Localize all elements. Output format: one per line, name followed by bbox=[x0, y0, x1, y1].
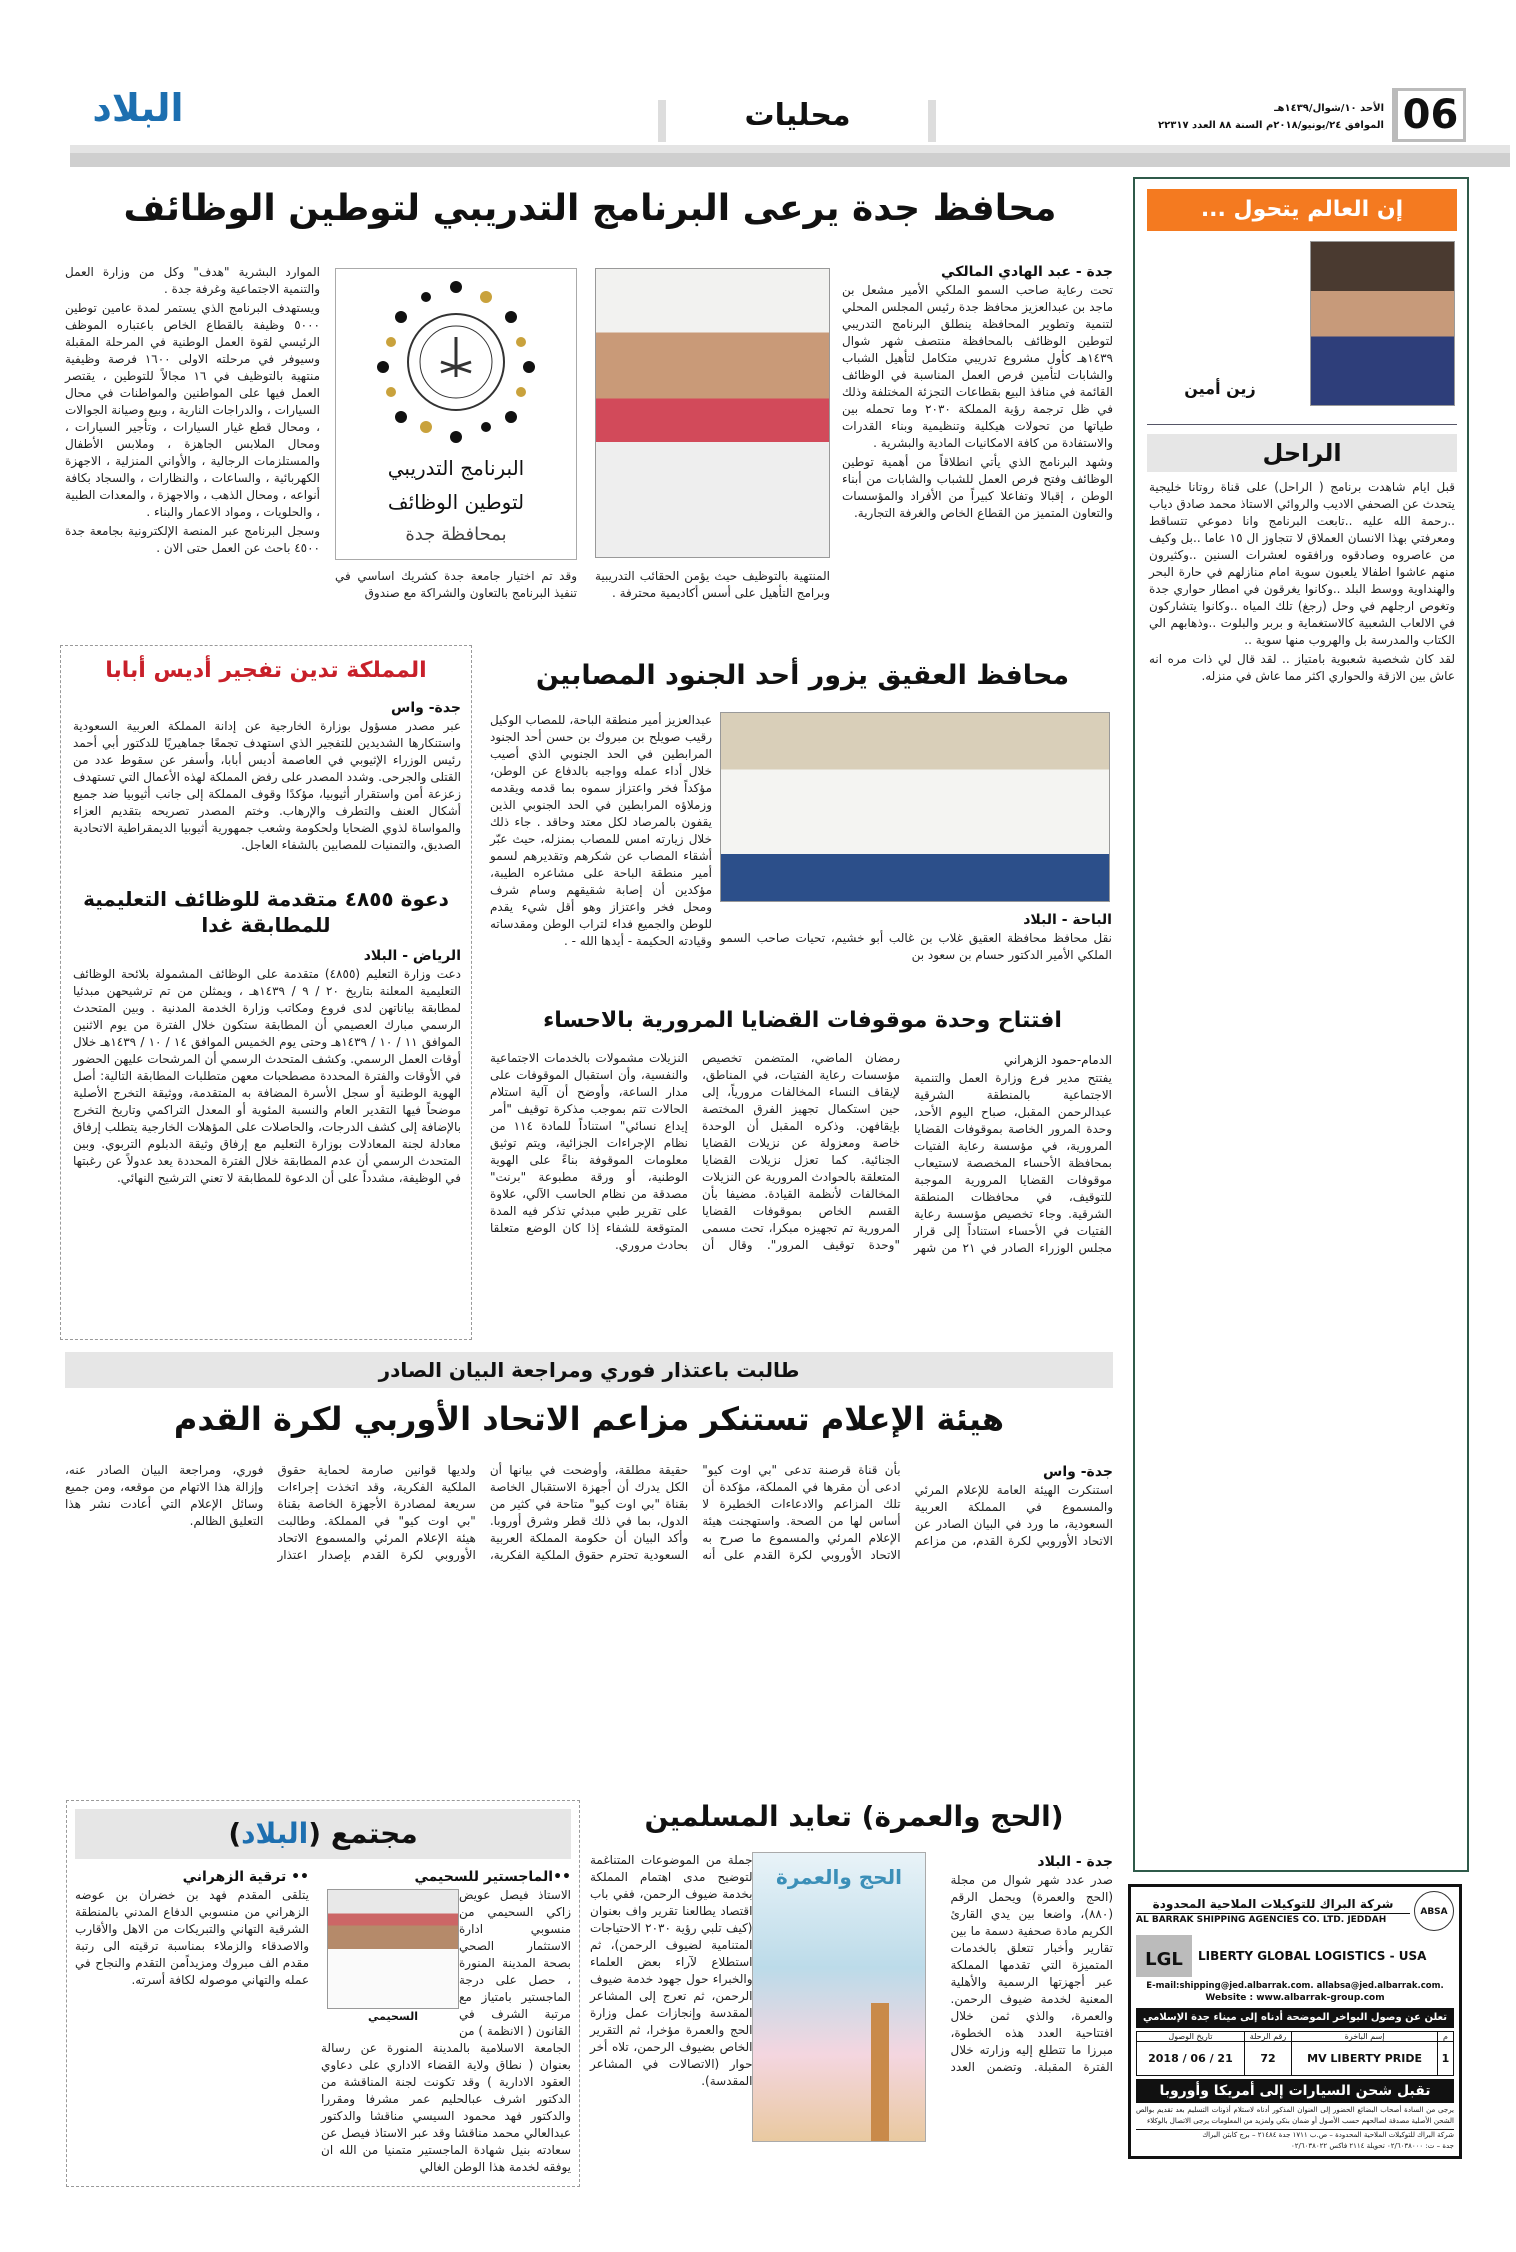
date-gregorian: الموافق ٢٤/يونيو/٢٠١٨م السنة ٨٨ العدد ٢٢٣١٧ bbox=[1158, 120, 1384, 131]
col-vessel: إسم الباخرة bbox=[1292, 2032, 1438, 2042]
visit-photo bbox=[720, 712, 1110, 902]
divider bbox=[928, 100, 936, 142]
article-ahsa-unit bbox=[490, 1050, 1112, 1257]
opinion-body bbox=[1149, 479, 1455, 687]
partner-name: LIBERTY GLOBAL LOGISTICS - USA bbox=[1198, 1949, 1427, 1963]
paragraph: صدر عدد شهر شوال من مجلة (الحج والعمرة) ويحمل الرقم (٨٨٠)، واضعا بين يدي القارئ الكريم مادة صحفية دسمة ما بين تقارير وأخبار تتعلق بالخدمات المتميزة التي تقدمها المملكة عبر أجهزتها الرسمية والأهلية المعنية لخدمة ضيوف الرحمن. والعمرة، والذي ثمن خلال افتتاحية العدد هذه الخطوة، مبرزا ما تتطلع إليه وزارته خلال الفترة المقبلة. وتضمن العدد جملة من الموضوعات المتناغمة لتوضيح مدى اهتمام المملكة بخدمة ضيوف الرحمن، ففي باب اقتصاد يطالعنا تقرير واف بعنوان (كيف تلبي رؤية ٢٠٣٠ الاحتياجات المتنامية لضيوف الرحمن)، ثم استطلاع لآراء بعض العلماء والخبراء حول جهود خدمة ضيوف الرحمن، ثم تعرج إلى المشاعر المقدسة وإنجازات عمل وزارة الحج والعمرة مؤخرا، ثم التقرير الخاص بضيوف الرحمن، تلاه أخر حوار (الاتصالات في المشاعر المقدسة). bbox=[590, 1853, 1113, 2088]
emblem-dots-icon bbox=[371, 277, 541, 447]
ad-address bbox=[1136, 2129, 1454, 2152]
news-box-left bbox=[60, 645, 472, 1340]
company-name-en: AL BARRAK SHIPPING AGENCIES CO. LTD. JEDDAH bbox=[1136, 1913, 1410, 1927]
author-name: زين أمين bbox=[1184, 379, 1256, 398]
paragraph: الموارد البشرية "هدف" وكل من وزارة العمل والتنمية الاجتماعية وغرفة جدة . bbox=[65, 265, 320, 296]
headline-teachers-call: دعوة ٤٨٥٥ متقدمة للوظائف التعليمية للمطابقة غدا bbox=[83, 887, 449, 937]
ad-email: E-mail:shipping@jed.albarrak.com. allabsa@jed.albarrak.com. bbox=[1146, 1981, 1444, 1991]
car-shipping-banner: تقبل شحن السيارات إلى أمريكا وأوروبا bbox=[1136, 2079, 1454, 2103]
article-teachers-call bbox=[73, 946, 461, 1187]
paragraph: عبر مصدر مسؤول بوزارة الخارجية عن إدانة المملكة العربية السعودية واستنكارها الشديدين للتفجير الذي استهدف تجمعًا جماهيريًا للدكتور أبي أحمد رئيس الوزراء الإثيوبي في العاصمة أديس أبابا، وأسفر عن سقوط عدد من القتلى والجرحى. وشدد المصدر على رفض المملكة لهذه الأعمال التي تستهدف زعزعة أمن واستقرار أثيوبيا، مؤكدًا وقوف المملكة إلى جانب أثيوبيا ضد جميع أشكال العنف والتطرف والإرهاب. وختم المصدر تصريحه بتقديم العزاء والمواساة لذوي الضحايا ولحكومة وشعب جمهورية أثيوبيا الديمقراطية الاتحادية الصديق، والتمنيات للمصابين بالشفاء العاجل. bbox=[73, 719, 461, 852]
ad-website: Website : www.albarrak-group.com bbox=[1205, 1993, 1385, 2003]
paragraph: نقل محافظ محافظة العقيق غلاب بن غالب أبو خشيم، تحيات صاحب السمو الملكي الأمير الدكتور حسام بن سعود بن bbox=[720, 931, 1112, 962]
article-jeddah-program bbox=[842, 262, 1113, 524]
kicker-banner: طالبت باعتذار فوري ومراجعة البيان الصادر bbox=[65, 1352, 1113, 1388]
community-columns bbox=[75, 1867, 571, 2176]
headline-jeddah-program: محافظ جدة يرعى البرنامج التدريبي لتوطين الوظائف bbox=[123, 188, 1057, 229]
company-name-ar: شركة البراك للتوكيلات الملاحية المحدودة bbox=[1152, 1897, 1394, 1911]
byline: جدة - عبد الهادي المالكي bbox=[941, 264, 1113, 280]
shipping-ad bbox=[1128, 1884, 1462, 2159]
col-index: م bbox=[1438, 2032, 1454, 2042]
headline-media-authority: هيئة الإعلام تستنكر مزاعم الاتحاد الأوربي لكرة القدم bbox=[173, 1400, 1005, 1438]
byline: الدمام-حمود الزهراني bbox=[1003, 1053, 1112, 1067]
sohaimi-photo-wrap bbox=[327, 1889, 459, 2025]
aqiq-body-right bbox=[720, 910, 1112, 964]
paragraph: استنكرت الهيئة العامة للإعلام المرئي والمسموع في المملكة العربية السعودية، ما ورد في البيان الصادر عن الاتحاد الأوروبي لكرة القدم، من مزاعم بأن قناة قرصنة تدعى "بي اوت كيو" ادعى أن مقرها في المملكة، مؤكدة أن تلك المزاعم والادعاءات الخطيرة لا أساس لها من الصحة. واستهجنت هيئة الإعلام المرئي والمسموع ما صرح به الاتحاد الأوروبي لكرة القدم على أنه حقيقة مطلقة، وأوضحت في بيانها أن الكل يدرك أن أجهزة الاستقبال الخاصة بقناة "بي اوت كيو" متاحة في كثير من الدول، بما في ذلك قطر وشرق أوروبا. وأكد البيان أن حكومة المملكة العربية السعودية تحترم حقوق الملكية الفكرية، ولديها قوانين صارمة لحماية حقوق الملكية الفكرية، وقد اتخذت إجراءات سريعة لمصادرة الأجهزة الخاصة بقناة "بي اوت كيو" في المملكة. وطالبت هيئة الإعلام المرئي والمسموع الاتحاد الأوروبي لكرة القدم بإصدار اعتذار فوري، ومراجعة البيان الصادر عنه، وإزالة هذا الاتهام من موقعه، ومن جميع وسائل الإعلام التي أعادت نشر هذا التعليق الظالم. bbox=[65, 1463, 1113, 1562]
byline: الرياض - البلاد bbox=[363, 948, 461, 964]
paragraph: وشهد البرنامج الذي يأتي انطلاقاً من أهمية توطين الوظائف وفتح فرص العمل للشباب والشابات من أبناء الوطن ، إقبالا وتفاعلا كبيراً من الأفراد والمؤسسات والتعاون المتميز من القطاع الخاص والغرفة التجارية. bbox=[842, 455, 1113, 520]
ad-partner-row bbox=[1136, 1935, 1454, 1977]
community-title: مجتمع (البلاد) bbox=[75, 1809, 571, 1859]
community-box bbox=[66, 1800, 580, 2187]
item-title: ••الماجستير للسحيمي bbox=[414, 1869, 571, 1885]
logo-line: لتوطين الوظائف bbox=[387, 490, 525, 514]
program-logo bbox=[335, 268, 577, 560]
lgl-logo: LGL bbox=[1136, 1935, 1192, 1977]
cell-index: 1 bbox=[1438, 2042, 1454, 2076]
divider bbox=[1147, 424, 1457, 425]
paragraph: دعت وزارة التعليم (٤٨٥٥) متقدمة على الوظائف المشمولة بلائحة الوظائف التعليمية المعلنة بتاريخ ٢٠ / ٩ / ١٤٣٩هـ ، ويمثلن من تم ترشيحهن مبدئيا لمطابقة بياناتهن لدى فروع ومكاتب وزارة الخدمة المدنية . وبين المتحدث الرسمي مبارك العصيمي أن المطابقة ستكون خلال الفترة من يوم الاثنين الموافق ١١ / ١٠ / ١٤٣٩هـ وحتى يوم الخميس الموافق ١٤ / ١٠ / ١٤٣٩هـ خلال أوقات العمل الرسمي. وكشف المتحدث الرسمي أن المرشحات عليهن الحضور في الأوقات والفترة المحددة مصطحبات معهن متطلبات المطابقة التالية: أصل الهوية الوطنية أو سجل الأسرة المضافة به المتقدمة، ووثيقة التخرج الأصلية موضحاً فيها التقدير العام والنسبة المئوية أو المعدل التراكمي وتاريخ التخرج بالإضافة إلى كشف الدرجات، والحاصلات على المؤهلات الخارجية يتطلب إرفاق معادلة لجنة المعادلات بوزارة التعليم مع إرفاق وثيقة الدبلوم التربوي. وبين المتحدث الرسمي أن عدم المطابقة خلال الفترة المحددة يعد عدولاً عن رغبتها في الوظيفة، مشدداً على أن الدعوة للمطابقة لا تعني الترشيح النهائي. bbox=[73, 967, 462, 1185]
community-item-masters bbox=[321, 1867, 571, 2176]
byline: جدة- واس bbox=[391, 700, 461, 716]
byline: جدة - البلاد bbox=[1037, 1854, 1113, 1870]
absa-logo: ABSA bbox=[1414, 1891, 1454, 1931]
paragraph: وسجل البرنامج عبر المنصة الإلكترونية بجامعة جدة ٤٥٠٠ باحث عن العمل حتى الان . bbox=[65, 524, 320, 555]
date-hijri: الأحد ١٠/شوال/١٤٣٩هـ bbox=[1274, 103, 1384, 114]
article-media-authority bbox=[65, 1462, 1113, 1564]
cell-arrival: 21 / 06 / 2018 bbox=[1137, 2042, 1245, 2076]
headline-addis-ababa: المملكة تدين تفجير أديس أبابا bbox=[105, 658, 427, 683]
aqiq-body-left: عبدالعزيز أمير منطقة الباحة، للمصاب الوكيل رقيب صويلح بن مبروك بن حسن أحد الجنود المرابطين في الحد الجنوبي الذي أصيب خلال أداء عمله وواجبه بالدفاع عن الوطن، مؤكداً فخر واعتزاز سموه بما قدمه ويقدمه وزملاؤه المرابطين في الحد الجنوبي الذين يقفون بالمرصاد لكل معتد وحاقد . جاء ذلك خلال زيارته امس للمصاب بمنزله، حيث عبّر أشقاء المصاب عن شكرهم وتقديرهم لسمو أمير منطقة الباحة على مشاعره الطيبة، مؤكدين أن إصابة شقيقهم وسام شرف ومحل فخر واعتزاز وهو أقل شيء يقدم للوطن والجميع فداء لتراب الوطن ومقدساته وقيادته الحكيمة - أيدها الله - . bbox=[490, 713, 712, 948]
phone: جدة – ت: ٠٢/٦٠٣٨٠٠٠ تحويلة ٢١١٤ فاكس ٠٢/٦٠٣٨٠٢٢ bbox=[1291, 2142, 1454, 2150]
opinion-column bbox=[1133, 177, 1469, 1872]
issue-date bbox=[1110, 100, 1384, 134]
article-jeddah-program-cont bbox=[65, 264, 320, 559]
section-title: محليات bbox=[744, 98, 851, 133]
ad-header-row bbox=[1136, 1891, 1454, 1931]
cover-title: الحج والعمرة bbox=[776, 1865, 902, 1889]
caption-under-photo: المنتهية بالتوظيف حيث يؤمن الحقائب التدريبية وبرامج التأهيل على أسس أكاديمية محترفة . bbox=[595, 569, 830, 600]
byline: الباحة - البلاد bbox=[1023, 912, 1112, 928]
paragraph: يتلقى المقدم فهد بن خضران بن عوضه الزهراني من منسوبي الدفاع المدني بالمنطقة الشرقية التهاني والتبريكات من الاهل والأقارب والاصدقاء والزملاء بمناسبة ترقيته الى رتبة مقدم الف مبروك ومزيداًمن التقدم والنجاح في عمله والتهاني موصوله لكافة أسرته. bbox=[75, 1888, 309, 1987]
header-bar bbox=[70, 145, 1510, 153]
col-voyage: رقم الرحلة bbox=[1244, 2032, 1291, 2042]
headline-ahsa-unit: افتتاح وحدة موقوفات القضايا المرورية بالاحساء bbox=[543, 1008, 1062, 1033]
vessel-table bbox=[1136, 2031, 1454, 2076]
headline-aqiq-governor: محافظ العقيق يزور أحد الجنود المصابين bbox=[535, 660, 1070, 691]
paragraph: ويستهدف البرنامج الذي يستمر لمدة عامين توطين ٥٠٠٠ وظيفة بالقطاع الخاص باعتباره الموظف الرئيسي لقوة العمل الوطنية في المرحلة المقبلة وسيوفر في مرحلته الاولى ١٦٠٠ فرصة وظيفية منتهية بالتوظيف في ١٦ مجالاً للتوطين ، يقتصر العمل فيها على المواطنين والمواطنات في محال السيارات ، والدراجات النارية ، وبيع وصيانة الجوالات ، ومحال قطع غيار السيارات ، وتأجير السيارات ، ومحال الملابس الجاهزة ، وملابس الأطفال والمستلزمات الرجالية ، والأواني المنزلية ، الاجهزة الكهربائية ، والساعات ، والنظارات ، والسجاد بكافة أنواعه ، ومحال الذهب ، والاجهزة ، والمعدات الطبية ، والحلويات ، ومواد الاعمار والبناء . bbox=[65, 301, 320, 519]
newspaper-logo: البلاد bbox=[92, 86, 184, 130]
ad-company-names bbox=[1136, 1895, 1410, 1927]
col-arrival: تاريخ الوصول bbox=[1137, 2032, 1245, 2042]
address: شركة البراك للتوكيلات الملاحية المحدودة – ص.ب ١٧١١ جدة ٢١٤٨٤ – برج كابتن البراك bbox=[1202, 2131, 1454, 2139]
item-title: •• ترقية الزهراني bbox=[182, 1869, 309, 1885]
logo-line: بمحافظة جدة bbox=[405, 524, 507, 545]
opinion-title: الراحل bbox=[1147, 434, 1457, 472]
paragraph: تحت رعاية صاحب السمو الملكي الأمير مشعل بن ماجد بن عبدالعزيز محافظ جدة رئيس المجلس المحلي لتنمية وتطوير المحافظة ينطلق البرنامج التدريبي لتوطين الوظائف بالمحافظة منتصف شهر شوال ١٤٣٩هـ كأول مشروع تدريبي متكامل لتأهيل الشباب والشابات لتأمين فرص العمل المناسبة في الوظائف القائمة في منافذ البيع بقطاعات التجزئة المختلفة وذلك في ظل ترجمة رؤية المملكة ٢٠٣٠ وما تحمله بين طياتها من تحولات هيكلية وتنظيمية وبناء القدرات والاستفادة من كافة الامكانيات المادية والبشرية . bbox=[842, 283, 1113, 450]
author-photo bbox=[1310, 241, 1455, 406]
article-hajj-magazine bbox=[590, 1852, 1113, 2090]
cell-vessel: MV LIBERTY PRIDE bbox=[1292, 2042, 1438, 2076]
byline: جدة- واس bbox=[1043, 1464, 1113, 1480]
community-title-prefix: مجتمع bbox=[330, 1817, 418, 1850]
paragraph: قبل ايام شاهدت برنامج ( الراحل) على قناة روتانا خليجية يتحدث عن الصحفي الاديب والروائي الاستاذ محمد صادق دياب ..رحمة الله عليه ..تابعت البرنامج وانا دموعي تتساقط ومعرفتي بهذا الانسان العملاق لا تتجاوز ال ١٥ عاما ..بل وكيف من عاصروه وصادقوه ورافقوه لعشرات السنين ..وكثيرون منهم عاشوا اطفالا يلعبون سوية امام منازلهم في حارة البحر والهنداوية ووسط البلد ..وكانوا يغرقون في امطار حواري جدة وتغوص ارجلهم في وحل (رجغ) تلك المياه ..وكانوا يتشاركون في الالعاب الشعبية كالاستغماية و بربر والبلوت ..وذهابهم الي الكتاب والمدرسة بل والهروب منها سوية .. bbox=[1149, 480, 1455, 647]
ad-notice: يرجى من السادة أصحاب البضائع الحضور إلى العنوان المذكور أدناه لاستلام أذونات التسليم بعد تقديم بوالص الشحن الأصلية مصدقة لصالحهم حسب الأصول أو ضمان بنكي ولمزيد من المعلومات يرجى الاتصال بالوكلاء bbox=[1136, 2106, 1454, 2125]
caption-under-logo: وقد تم اختيار جامعة جدة كشريك اساسي في تنفيذ البرنامج بالتعاون والشراكة مع صندوق bbox=[335, 569, 577, 600]
logo-line: البرنامج التدريبي bbox=[387, 456, 525, 480]
community-item-promotion bbox=[75, 1867, 309, 2176]
paragraph: يفتتح مدير فرع وزارة العمل والتنمية الاجتماعية بالمنطقة الشرقية عبدالرحمن المقبل، صباح اليوم الأحد، وحدة المرور الخاصة بموقوفات القضايا المرورية، في مؤسسة رعاية الفتيات بمحافظة الأحساء المخصصة لاستيعاب موقوفات القضايا المرورية الموجبة للتوقيف، في محافظات المنطقة الشرقية. وجاء تخصيص مؤسسة رعاية الفتيات في الأحساء استناداً إلى قرار مجلس الوزراء الصادر في ٢١ من شهر رمضان الماضي، المتضمن تخصيص مؤسسات رعاية الفتيات، في المناطق، لإيقاف النساء المخالفات مرورياً، إلى حين استكمال تجهيز الفرق المختصة بإيقافهن. وذكره المقبل أن الوحدة خاصة ومعزولة عن نزيلات القضايا الجنائية. كما تعزل نزيلات القضايا المتعلقة بالحوادث المرورية عن النزيلات المخالفات لأنظمة القيادة. مضيفا بأن القسم الخاص بموقوفات القضايا المرورية تم تجهيزه مبكرا، تحت مسمى "وحدة توقيف المرور". وقال أن النزيلات مشمولات بالخدمات الاجتماعية والنفسية، وأن استقبال الموقوفات على مدار الساعة، وأوضح أن آلية استلام الحالات تتم بموجب مذكرة توقيف "أمر إيداع نسائي" استناداً للمادة ١١٤ من نظام الإجراءات الجزائية، ويتم توثيق معلومات الموقوفة بناءً على الهوية الوطنية، أو ورقة مطبوعة "برنت" مصدقة من نظام الحاسب الآلي، علاوة على تقرير طبي مبدئي تذكر فيه المدة المتوقعة للشفاء إذا كان الوضع متعلقا بحادث مروري. bbox=[490, 1051, 1113, 1255]
governor-photo bbox=[595, 268, 830, 558]
header-bar-dark bbox=[70, 153, 1510, 167]
page-number: 06 bbox=[1392, 88, 1466, 142]
community-title-logo: البلاد bbox=[241, 1817, 309, 1850]
column-title: إن العالم يتحول ... bbox=[1147, 189, 1457, 231]
table-header-row bbox=[1137, 2032, 1454, 2042]
sohaimi-photo bbox=[327, 1889, 459, 2009]
divider bbox=[658, 100, 666, 142]
paragraph: لقد كان شخصية شعبوية بامتياز .. لقد قال لي ذات مره انه عاش بين الازقة والحواري اكثر مما عاش في منزله. bbox=[1149, 652, 1455, 683]
paragraph: الاستاذ فيصل عويض زاكي السحيمي من منسوبي ادارة الاستثمار الصحي بصحة المدينة المنورة ، حصل على درجة الماجستير بامتياز مع مرتبة الشرف في القانون ( الانظمة ) من الجامعة الاسلامية بالمدينة المنورة عن رسالة بعنوان ( نطاق ولاية القضاء الاداري على دعاوي العقود الادارية ) وقد تكونت لجنة المناقشة من الدكتور اشرف عبالحليم عمر مشرفا ومقررا والدكتور فهد محمود السيسي مناقشا والدكتور عبدالعالي محمد مناقشا وقد عبر الاستاذ فيصل عن سعادته بنيل شهادة الماجستير متمنيا من الله ان يوفقه لخدمة هذا الوطن الغالي bbox=[321, 1888, 571, 2174]
cell-voyage: 72 bbox=[1244, 2042, 1291, 2076]
table-row bbox=[1137, 2042, 1454, 2076]
photo-caption: السحيمي bbox=[367, 2010, 418, 2023]
article-addis-ababa bbox=[73, 698, 461, 854]
arrival-announcement: تعلن عن وصول البواخر الموضحة أدناه إلى ميناء جدة الإسلامي bbox=[1136, 2008, 1454, 2028]
headline-hajj-magazine: (الحج والعمرة) تعايد المسلمين bbox=[644, 1800, 1064, 1833]
